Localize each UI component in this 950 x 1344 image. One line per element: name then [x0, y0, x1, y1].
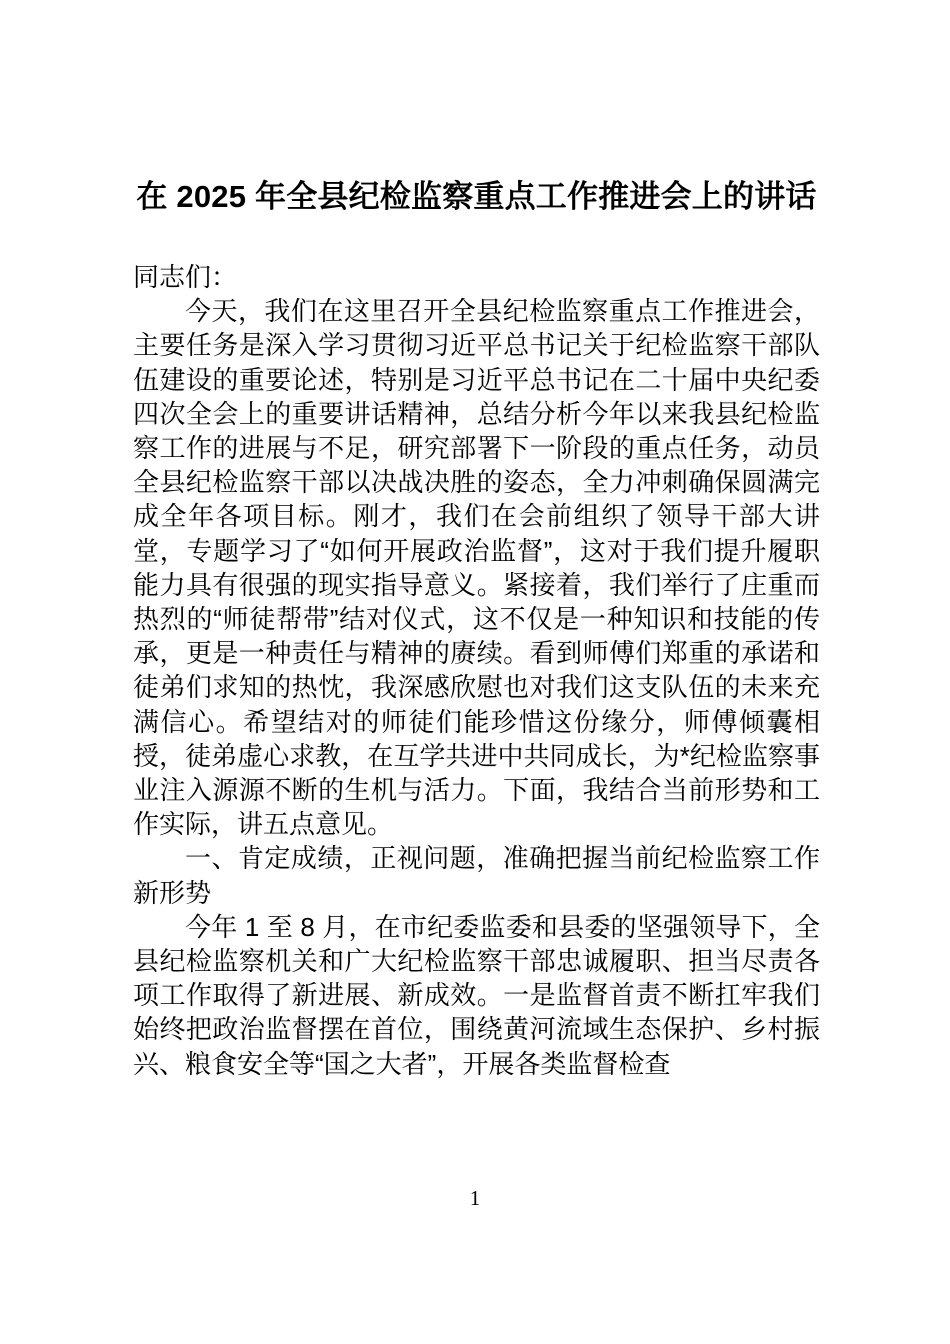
page-number: 1	[469, 1186, 481, 1210]
paragraph-salutation: 同志们：	[133, 262, 238, 292]
paragraph-opening: 今天，我们在这里召开全县纪检监察重点工作推进会，主要任务是深入学习贯彻习近平总书记关于纪检监察干部队伍建设的重要论述，特别是习近平总书记在二十届中央纪委四次全会上的重要讲话精神，总结分析今年以来我县纪检监察工作的进展与不足，研究部署下一阶段的重点任务，动员全县纪检监察干部以决战决胜的姿态，全力冲刺确保圆满完成全年各项目标。刚才，我们在会前组织了领导干部大讲堂，专题学习了“如何开展政治监督”，这对于我们提升履职能力具有很强的现实指导意义。紧接着，我们举行了庄重而热烈的“师徒帮带”结对仪式，这不仅是一种知识和技能的传承，更是一种责任与精神的赓续。看到师傅们郑重的承诺和徒弟们求知的热忱，我深感欣慰也对我们这支队伍的未来充满信心。希望结对的师徒们能珍惜这份缘分，师傅倾囊相授，徒弟虚心求教，在互学共进中共同成长，为*纪检监察事业注入源源不断的生机与活力。下面，我结合当前形势和工作实际，讲五点意见。	[133, 296, 820, 840]
document-body	[133, 260, 820, 1081]
page-title: 在 2025 年全县纪检监察重点工作推进会上的讲话	[136, 179, 817, 214]
section-heading-one: 一、肯定成绩，正视问题，准确把握当前纪检监察工作新形势	[133, 843, 820, 908]
section-body-one: 今年 1 至 8 月，在市纪委监委和县委的坚强领导下，全县纪检监察机关和广大纪检监察干部忠诚履职、担当尽责各项工作取得了新进展、新成效。一是监督首责不断扛牢我们始终把政治监督摆在首位，围绕黄河流域生态保护、乡村振兴、粮食安全等“国之大者”，开展各类监督检查	[133, 911, 820, 1079]
document-content	[133, 0, 820, 1081]
